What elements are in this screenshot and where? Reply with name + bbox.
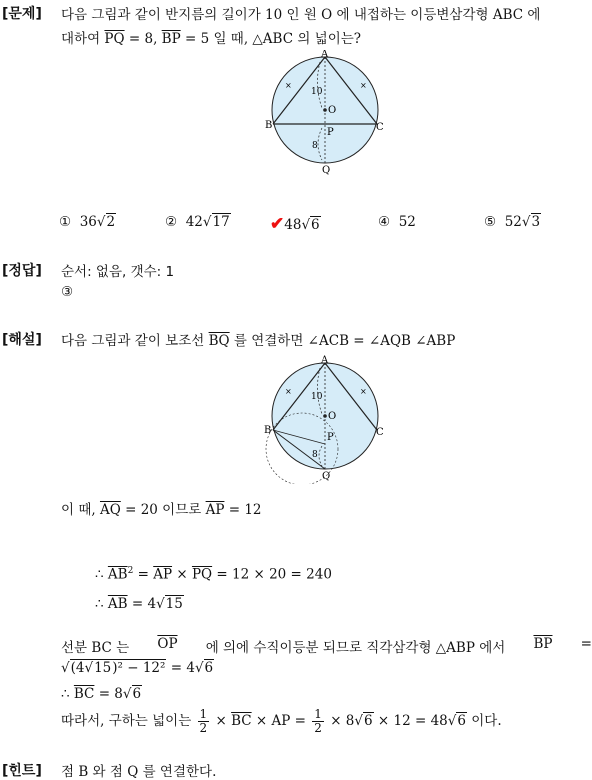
label-ten: 10 bbox=[311, 87, 323, 97]
solution-tag: [해설] bbox=[2, 332, 42, 348]
solution-line-1: 다음 그림과 같이 보조선 $\overline{BQ}$ 를 연결하면 ∠ACB = ∠AQB ∠ABP bbox=[61, 333, 456, 349]
fraction-half: $\frac{1}{2}$ bbox=[199, 707, 208, 735]
label-o: O bbox=[328, 105, 337, 116]
choice-5[interactable]: ⑤ 52√3 bbox=[484, 214, 541, 230]
answer-tag: [정답] bbox=[2, 263, 42, 279]
label-p: P bbox=[327, 432, 334, 443]
problem-figure bbox=[264, 50, 392, 176]
equation-ab-squared: ∴ $\overline{AB}^2 = \overline{AP} \times \overline{PQ} = 12 \times 20 = 240$ bbox=[95, 566, 332, 583]
tick-ac: × bbox=[360, 387, 367, 396]
problem-line-2: 대하여 $\overline{PQ} = 8$, $\overline{BP} = 5$ 일 때, △ABC 의 넓이는? bbox=[61, 31, 362, 47]
label-eight: 8 bbox=[312, 141, 318, 151]
fraction-half-2: $\frac{1}{2}$ bbox=[314, 707, 322, 735]
choice-1[interactable]: ① 36√2 bbox=[59, 214, 116, 230]
label-eight: 8 bbox=[312, 450, 318, 460]
tick-ab: × bbox=[285, 81, 292, 90]
label-q: Q bbox=[322, 471, 331, 482]
label-c: C bbox=[376, 122, 384, 133]
label-p: P bbox=[327, 127, 334, 138]
check-mark-icon: ✔ bbox=[270, 214, 285, 234]
tick-ac: × bbox=[360, 81, 367, 90]
label-a: A bbox=[321, 355, 329, 366]
answer-line-2: ③ bbox=[61, 284, 74, 300]
answer-line-1: 순서: 없음, 갯수: 1 bbox=[61, 264, 175, 280]
label-a: A bbox=[321, 50, 329, 60]
hint-tag: [힌트] bbox=[2, 763, 42, 779]
tick-ab: × bbox=[285, 387, 292, 396]
hint-text: 점 B 와 점 Q 를 연결한다. bbox=[61, 764, 217, 780]
choice-4[interactable]: ④ 52 bbox=[378, 214, 416, 230]
problem-tag: [문제] bbox=[2, 6, 42, 22]
label-b: B bbox=[264, 425, 272, 436]
point-o bbox=[323, 414, 327, 418]
solution-line-2: 이 때, $\overline{AQ} = 20$ 이므로 $\overline{AP} = 12$ bbox=[61, 502, 262, 518]
equation-ab: ∴ $\overline{AB} = 4√15$ bbox=[95, 596, 183, 612]
choice-2[interactable]: ② 42√17 bbox=[165, 214, 230, 230]
solution-figure bbox=[262, 354, 394, 484]
label-c: C bbox=[376, 427, 384, 438]
problem-line-1: 다음 그림과 같이 반지름의 길이가 10 인 원 O 에 내접하는 이등변삼각형 ABC 에 bbox=[61, 7, 541, 23]
point-o bbox=[323, 108, 327, 112]
solution-paragraph-4: 따라서, 구하는 넓이는 $\frac{1}{2}$ × $\overline{BC}$ × AP = $\frac{1}{2}$ × 8√6 × 12 = 48√6 이다. bbox=[61, 707, 502, 735]
solution-paragraph-2: √(4√15)² − 12² = 4√6 bbox=[61, 660, 214, 676]
label-b: B bbox=[265, 120, 273, 131]
label-q: Q bbox=[322, 165, 331, 176]
label-ten: 10 bbox=[311, 392, 323, 402]
label-o: O bbox=[328, 411, 337, 422]
solution-paragraph-1: 선분 BC 는 $\overline{OP}$ 에 의에 수직이등분 되므로 직각삼각형 △ABP 에서 $\overline{BP}$ = bbox=[61, 636, 592, 656]
solution-paragraph-3: ∴ $\overline{BC} = 8√6$ bbox=[61, 686, 142, 702]
choice-3[interactable]: ✔48√6 bbox=[270, 214, 320, 234]
